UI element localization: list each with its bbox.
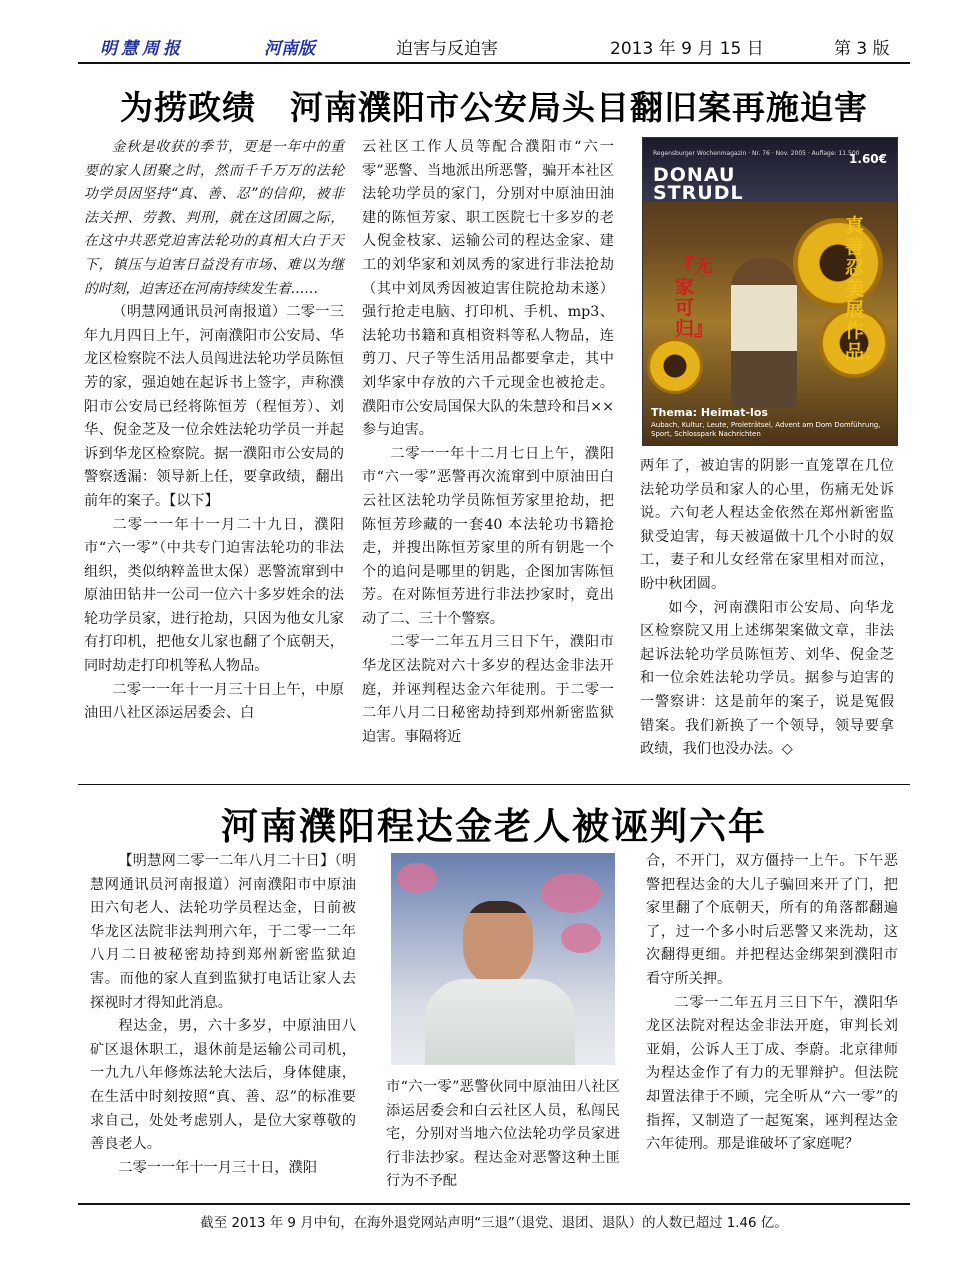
article1-paragraph: 二零一二年五月三日下午，濮阳市华龙区法院对六十多岁的程达金非法开庭，并诬判程达金六年徒刑。于二零一二年八月二日秘密劫持到郑州新密监狱迫害。事隔将近 [362,634,614,745]
article1-paragraph: 两年了，被迫害的阴影一直笼罩在几位法轮功学员和家人的心里，伤痛无处诉说。六旬老人程达金依然在郑州新密监狱受迫害，每天被逼做十几个小时的奴工，妻子和儿女经常在家里相对而泣，盼中秋团圆。 [640,458,894,592]
magazine-issue-line: Regensburger Wochenmagazin · Nr. 76 · Nov. 2005 · Auflage: 11.500 [653,150,860,157]
article2-column-2 [386,1076,620,1194]
magazine-subtitle: Aubach, Kultur, Leute, Proleträtsel, Advent am Dom Domführung, Sport, Schlosspark Nachrichten [651,421,881,438]
footer-rule [78,1203,910,1205]
article2-column-3 [646,850,898,1157]
magazine-name [653,166,744,202]
footer-notice: 截至 2013 年 9 月中旬，在海外退党网站声明“三退”（退党、退团、退队）的人数已超过 1.46 亿。 [200,1216,788,1231]
portrait-photo [391,853,615,1065]
article-divider [78,784,910,785]
issue-date: 2013 年 9 月 15 日 [610,39,764,59]
magazine-name-line-2: STRUDL [653,182,744,204]
person-body [425,979,575,1065]
magazine-cover-image [642,137,898,446]
person-head [463,901,533,985]
page-number: 第 3 版 [834,39,890,59]
article1-paragraph: 云社区工作人员等配合濮阳市“六一零”恶警、当地派出所恶警，骗开本社区法轮功学员的家门，分别对中原油田油建的陈恒芳家、职工医院七十多岁的老人倪金枝家、运输公司的程达金家、建工的刘华家和刘凤秀的家进行非法抢劫（其中刘凤秀因被迫害住院抢劫未遂）强行抢走电脑、打印机、手机、mp3、法轮功书籍和真相资料等私人物品，连剪刀、尺子等生活用品都要拿走，其中刘华家中存放的六千元现金也被抢走。濮阳市公安局国保大队的朱慧玲和吕××参与迫害。 [362,139,614,439]
magazine-price: 1.60€ [849,152,887,166]
blossom-shape [561,923,601,953]
article2-paragraph: 合，不开门，双方僵持一上午。下午恶警把程达金的大儿子骗回来开了门，把家里翻了个底朝天，所有的角落都翻遍了，过一个多小时后恶警又来洗劫，这次翻得更细。并把程达金绑架到濮阳市看守所关押。 [646,853,898,987]
article2-paragraph: 二零一二年五月三日下午，濮阳华龙区法院对程达金非法开庭，审判长刘亚娟，公诉人王丁成、李蔚。北京律师为程达金作了有力的无罪辩护。但法院却置法律于不顾，完全听从“六一零”的指挥，又制造了一起冤案，诬判程达金六年徒刑。那是谁破坏了家庭呢？ [646,994,898,1153]
child-figure [731,258,797,408]
blossom-shape [541,873,601,913]
magazine-theme: Thema: Heimat-los [651,406,768,419]
article1-column-2 [362,136,614,749]
article1-column-1 [84,136,344,726]
sunflower-icon [647,338,703,394]
article1-paragraph: 二零一一年十一月二十九日，濮阳市“六一零”（中共专门迫害法轮功的非法组织，类似纳粹盖世太保）恶警流窜到中原油田钻井一公司一位六十多岁姓余的法轮功学员家，进行抢劫，只因为他女儿家有打印机，把他女儿家也翻了个底朝天，同时劫走打印机等私人物品。 [84,516,344,675]
article1-paragraph: （明慧网通讯员河南报道）二零一三年九月四日上午，河南濮阳市公安局、华龙区检察院不法人员闯进法轮功学员陈恒芳的家，强迫她在起诉书上签字，声称濮阳市公安局已经将陈恒芳（程恒芳）、刘华、倪金芝及一位余姓法轮功学员一并起诉到华龙区检察院。据一濮阳市公安局的警察透漏：领导新上任，要拿政绩，翻出前年的案子。【以下】 [84,304,344,509]
article2-column-1 [90,850,356,1180]
page-header [78,30,910,62]
article2-paragraph: 程达金，男，六十多岁，中原油田八矿区退休职工，退休前是运输公司司机，一九九八年修炼法轮大法后，身体健康，在生活中时刻按照“真、善、忍”的标准要求自己，处处考虑别人，是位大家尊敬的善良老人。 [90,1018,356,1153]
article1-column-3 [640,455,894,762]
article2-paragraph: 二零一一年十一月三十日，濮阳 [118,1159,318,1176]
article2-paragraph: 市“六一零”恶警伙同中原油田八社区添运居委会和白云社区人员，私闯民宅，分别对当地六位法轮功学员家进行非法抄家。程达金对恶警这种土匪行为不予配 [386,1079,620,1190]
article2-paragraph: 【明慧网二零一二年八月二十日】（明慧网通讯员河南报道）河南濮阳市中原油田六旬老人、法轮功学员程达金，日前被华龙区法院非法判刑六年，于二零一二年八月二日被秘密劫持到郑州新密监狱迫害。而他的家人直到监狱打电话让家人去探视时才得知此消息。 [90,853,356,1011]
exhibition-title-vertical: 真善忍美展作品： [845,215,884,363]
blossom-shape [397,863,437,893]
article1-paragraph: 如今，河南濮阳市公安局、向华龙区检察院又用上述绑架案做文章，非法起诉法轮功学员陈恒芳、刘华、倪金芝和一位余姓法轮功学员。据参与迫害的一警察讲：这是前年的案子，说是冤假错案。我们新换了一个领导，领导要拿政绩，我们也没办法。◇ [640,599,894,758]
section-name: 迫害与反迫害 [396,39,498,59]
sunflower-icon [793,218,883,308]
article2-headline: 河南濮阳程达金老人被诬判六年 [221,804,767,848]
article1-paragraph: 二零一一年十二月七日上午，濮阳市“六一零”恶警再次流窜到中原油田白云社区法轮功学员陈恒芳家里抢劫，把陈恒芳珍藏的一套40 本法轮功书籍抢走，并搜出陈恒芳家里的所有钥匙一个个的追问是哪里的钥匙，企图加害陈恒芳。在对陈恒芳进行非法抄家时，竟出动了二、三十个警察。 [362,445,614,627]
magazine-name-line-1: DONAU [653,164,736,186]
article1-headline: 为捞政绩 河南濮阳市公安局头目翻旧案再施迫害 [120,88,868,127]
header-rule [78,62,910,64]
publication-name: 明慧周报 [100,39,184,59]
artwork-title-vertical: 『无家可归』 [675,255,714,340]
article1-lead: 金秋是收获的季节，更是一年中的重要的家人团聚之时，然而千千万万的法轮功学员因坚持“真、善、忍”的信仰，被非法关押、劳教、判刑，就在这团圆之际，在这中共恶党迫害法轮功的真相大白于天下，镇压与迫害日益没有市场、难以为继的时刻，迫害还在河南持续发生着…… [84,139,344,297]
article1-paragraph: 二零一一年十一月三十日上午，中原油田八社区添运居委会、白 [84,681,344,722]
edition-name: 河南版 [264,39,315,59]
